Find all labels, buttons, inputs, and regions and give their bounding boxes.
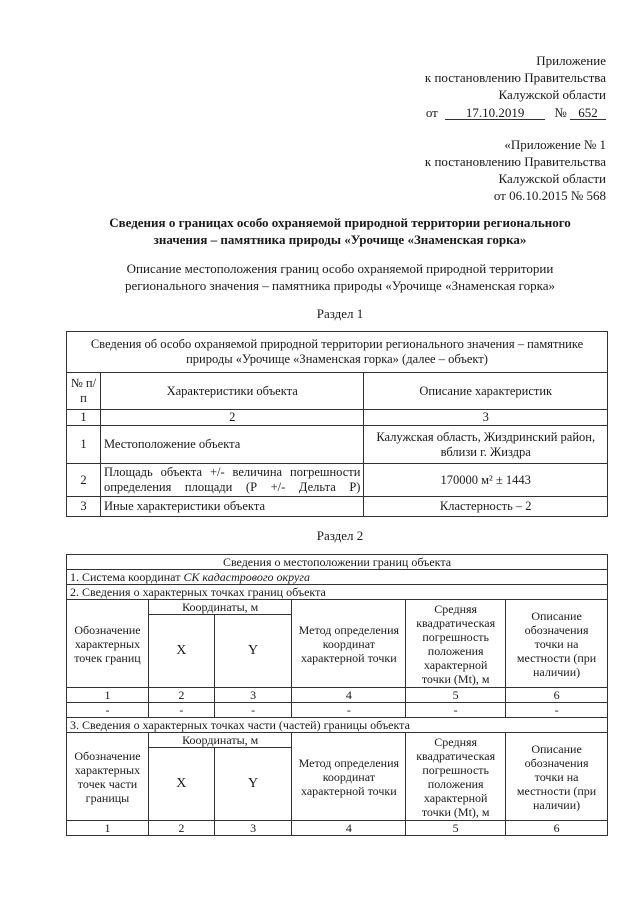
col-header-coordinates: Координаты, м [148, 600, 292, 615]
index-cell: 5 [406, 821, 506, 836]
table-header-row [67, 733, 608, 748]
coord-system-row [67, 570, 608, 585]
section1-heading: Раздел 1 [316, 306, 364, 321]
subtitle-line1: Описание местоположения границ особо охраняемой природной территории [126, 261, 554, 276]
empty-cell: - [214, 703, 292, 718]
table-row [67, 703, 608, 718]
col-header-error: Средняя квадратическая погрешность положения характерной точки (Mt), м [406, 733, 506, 821]
col-header-characteristics: Характеристики объекта [100, 373, 364, 410]
table-caption [67, 332, 608, 373]
document-subtitle [60, 260, 620, 294]
index-cell: 6 [506, 821, 608, 836]
col-header-points-part: Обозначение характерных точек части границы [67, 733, 149, 821]
table-row [67, 497, 608, 517]
index-cell: 5 [406, 688, 506, 703]
col-header-points: Обозначение характерных точек границ [67, 600, 149, 688]
section2-heading: Раздел 2 [316, 528, 364, 543]
col-header-y: Y [214, 748, 292, 821]
index-cell: 3 [364, 410, 608, 426]
table-index-row [67, 821, 608, 836]
empty-cell: - [292, 703, 406, 718]
appendix-line2: к постановлению Правительства [424, 70, 606, 85]
object-info-table [66, 331, 608, 517]
col-header-method: Метод определения координат характерной точки [292, 600, 406, 688]
table-caption-row [67, 555, 608, 570]
col-header-y: Y [214, 615, 292, 688]
index-cell: 2 [148, 821, 214, 836]
empty-cell: - [148, 703, 214, 718]
document-title [60, 214, 620, 248]
row-characteristic: Местоположение объекта [100, 426, 364, 464]
table-row [67, 426, 608, 464]
prev-appendix-line1: «Приложение № 1 [504, 137, 606, 152]
subheading-row [67, 718, 608, 733]
table-caption: Сведения о местоположении границ объекта [67, 555, 608, 570]
table-index-row [67, 688, 608, 703]
col-header-x: X [148, 748, 214, 821]
table-header-row [67, 600, 608, 615]
col-header-x: X [148, 615, 214, 688]
table-index-row [67, 410, 608, 426]
col-header-description: Описание обозначения точки на местности (при наличии) [506, 733, 608, 821]
col-header-method: Метод определения координат характерной точки [292, 733, 406, 821]
index-cell: 1 [67, 410, 101, 426]
index-cell: 3 [214, 821, 292, 836]
table-header-row [67, 373, 608, 410]
subheading-points: 2. Сведения о характерных точках границ объекта [67, 585, 608, 600]
index-cell: 2 [148, 688, 214, 703]
from-label: от [425, 105, 438, 120]
empty-cell: - [67, 703, 149, 718]
index-cell: 1 [67, 688, 149, 703]
decree-number: 652 [570, 106, 606, 120]
index-cell: 4 [292, 821, 406, 836]
row-number: 3 [67, 497, 101, 517]
coord-system-cell [67, 570, 608, 585]
row-number: 2 [67, 464, 101, 497]
index-cell: 3 [214, 688, 292, 703]
col-header-description: Описание обозначения точки на местности (при наличии) [506, 600, 608, 688]
prev-appendix-line4: от 06.10.2015 № 568 [493, 188, 606, 203]
row-characteristic: Площадь объекта +/- величина погрешности определения площади (Р +/- Дельта Р) [100, 464, 364, 497]
col-header-coordinates: Координаты, м [148, 733, 292, 748]
subheading-part-points: 3. Сведения о характерных точках части (частей) границы объекта [67, 718, 608, 733]
appendix-block [380, 52, 606, 121]
decree-date: 17.10.2019 [445, 106, 545, 120]
title-line2: значения – памятника природы «Урочище «Знаменская горка» [153, 232, 527, 247]
prev-appendix-line2: к постановлению Правительства [424, 154, 606, 169]
subheading-row [67, 585, 608, 600]
title-line1: Сведения о границах особо охраняемой природной территории регионального [109, 215, 571, 230]
row-description: 170000 м² ± 1443 [364, 464, 608, 497]
col-header-number: № п/п [67, 373, 101, 410]
index-cell: 2 [100, 410, 364, 426]
prev-appendix-line3: Калужской области [498, 171, 606, 186]
previous-appendix-block [380, 136, 606, 204]
number-label: № [554, 105, 567, 120]
row-number: 1 [67, 426, 101, 464]
table-caption-row [67, 332, 608, 373]
appendix-line1: Приложение [536, 53, 606, 68]
caption-line2: природы «Урочище «Знаменская горка» (далее – объект) [186, 352, 488, 366]
caption-line1: Сведения об особо охраняемой природной территории регионального значения – памятнике [90, 337, 584, 351]
row-characteristic: Иные характеристики объекта [100, 497, 364, 517]
table-row [67, 464, 608, 497]
col-header-error: Средняя квадратическая погрешность положения характерной точки (Mt), м [406, 600, 506, 688]
empty-cell: - [406, 703, 506, 718]
index-cell: 4 [292, 688, 406, 703]
col-header-description: Описание характеристик [364, 373, 608, 410]
boundary-points-table [66, 554, 608, 836]
index-cell: 1 [67, 821, 149, 836]
index-cell: 6 [506, 688, 608, 703]
appendix-line3: Калужской области [498, 87, 606, 102]
appendix-date-line [380, 104, 606, 121]
empty-cell: - [506, 703, 608, 718]
coord-system-label: 1. Система координат [70, 570, 181, 584]
subtitle-line2: регионального значения – памятника природы «Урочище «Знаменская горка» [124, 278, 556, 293]
row-description: Кластерность – 2 [364, 497, 608, 517]
coord-system-value: СК кадастрового округа [183, 570, 310, 584]
row-description: Калужская область, Жиздринский район, вблизи г. Жиздра [364, 426, 608, 464]
